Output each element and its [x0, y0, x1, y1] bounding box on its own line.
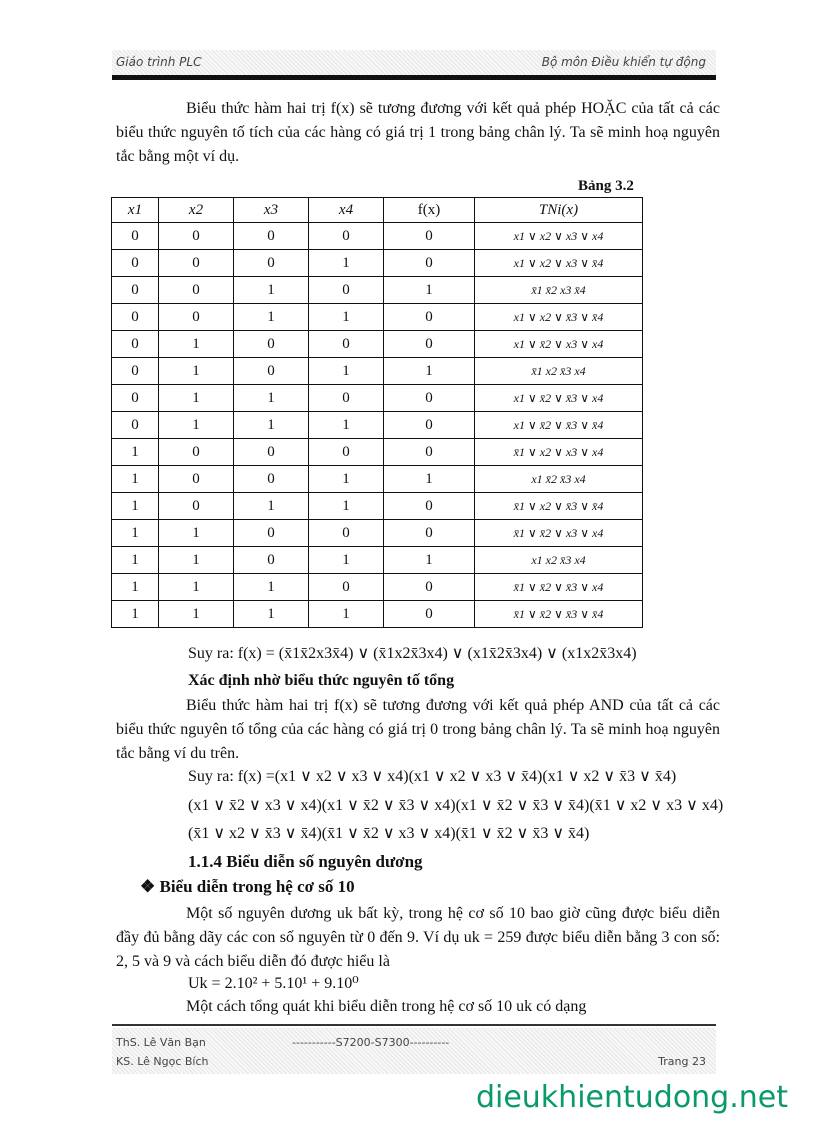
table-caption: Bảng 3.2	[578, 178, 634, 194]
last-line: Một cách tổng quát khi biểu diễn trong hệ cơ số 10 uk có dạng	[186, 998, 587, 1015]
table-cell: 1	[159, 547, 234, 574]
footer-rule	[112, 1024, 716, 1026]
base10-paragraph: Một số nguyên dương uk bất kỳ, trong hệ cơ số 10 bao giờ cũng được biểu diễn đầy đủ bằng dãy các con số nguyên từ 0 đến 9. Ví dụ uk = 259 được biểu diễn bằng 3 con số: 2, 5 và 9 và cách biểu diễn đó được hiểu là	[116, 905, 720, 970]
table-cell: 1	[309, 547, 384, 574]
table-cell: 1	[159, 385, 234, 412]
table-cell-expression: x1 x2 x̄3 x4	[475, 547, 643, 574]
table-row	[112, 304, 643, 331]
table-row	[112, 358, 643, 385]
footer-author-1: ThS. Lê Văn Bạn	[116, 1036, 206, 1049]
header-left: Giáo trình PLC	[116, 55, 202, 69]
table-cell: 0	[309, 439, 384, 466]
table-cell: 0	[159, 466, 234, 493]
section-heading: Xác định nhờ biểu thức nguyên tố tổng	[188, 672, 455, 689]
suy-ra-pos-line-1: Suy ra: f(x) =(x1 ∨ x2 ∨ x3 ∨ x4)(x1 ∨ x2 ∨ x3 ∨ x̄4)(x1 ∨ x2 ∨ x̄3 ∨ x̄4)	[188, 768, 677, 785]
table-cell: 0	[384, 574, 475, 601]
header-cell: f(x)	[384, 198, 475, 223]
table-row	[112, 385, 643, 412]
table-cell: 0	[112, 277, 159, 304]
table-cell: 1	[384, 277, 475, 304]
table-header-row	[112, 198, 643, 223]
table-cell: 1	[159, 601, 234, 628]
diamond-bullet-icon: ❖	[140, 877, 156, 896]
table-cell: 0	[234, 223, 309, 250]
table-row	[112, 439, 643, 466]
table-cell-expression: x̄1 ∨ x̄2 ∨ x̄3 ∨ x4	[475, 574, 643, 601]
table-cell: 1	[112, 493, 159, 520]
table-cell: 1	[159, 520, 234, 547]
table-row	[112, 412, 643, 439]
table-row	[112, 277, 643, 304]
table-cell: 1	[159, 412, 234, 439]
table-cell: 1	[112, 601, 159, 628]
table-cell: 0	[309, 574, 384, 601]
table-cell-expression: x1 ∨ x̄2 ∨ x3 ∨ x4	[475, 331, 643, 358]
watermark[interactable]: dieukhientudong.net	[475, 1080, 788, 1115]
table-cell: 0	[309, 331, 384, 358]
table-cell: 0	[159, 223, 234, 250]
header-rule	[112, 75, 716, 80]
table-cell: 1	[159, 574, 234, 601]
table-cell: 1	[234, 277, 309, 304]
table-cell: 0	[384, 493, 475, 520]
table-cell: 0	[112, 358, 159, 385]
table-cell: 1	[159, 358, 234, 385]
table-cell: 0	[384, 385, 475, 412]
table-cell: 1	[234, 412, 309, 439]
table-cell: 0	[112, 331, 159, 358]
table-cell: 0	[159, 493, 234, 520]
table-cell: 1	[384, 358, 475, 385]
table-cell: 1	[234, 574, 309, 601]
table-row	[112, 520, 643, 547]
table-cell: 0	[112, 304, 159, 331]
table-cell: 0	[384, 439, 475, 466]
suy-ra-sop: Suy ra: f(x) = (x̄1x̄2x3x̄4) ∨ (x̄1x2x̄3x4) ∨ (x1x̄2x̄3x4) ∨ (x1x2x̄3x4)	[188, 645, 637, 662]
table-cell: 0	[309, 385, 384, 412]
table-row	[112, 250, 643, 277]
bullet-heading	[140, 876, 355, 898]
table-cell: 0	[112, 223, 159, 250]
table-cell: 0	[112, 412, 159, 439]
table-cell-expression: x̄1 x2 x̄3 x4	[475, 358, 643, 385]
table-cell: 0	[384, 412, 475, 439]
table-cell: 1	[234, 601, 309, 628]
table-cell: 0	[384, 304, 475, 331]
table-cell: 1	[384, 466, 475, 493]
table-cell-expression: x̄1 ∨ x̄2 ∨ x̄3 ∨ x̄4	[475, 601, 643, 628]
table-cell-expression: x̄1 x̄2 x3 x̄4	[475, 277, 643, 304]
table-cell: 0	[234, 250, 309, 277]
table-row	[112, 601, 643, 628]
table-cell: 0	[234, 331, 309, 358]
table-cell: 0	[234, 520, 309, 547]
table-cell: 0	[159, 439, 234, 466]
table-cell: 0	[234, 547, 309, 574]
table-cell: 0	[234, 439, 309, 466]
header-cell: x4	[309, 198, 384, 223]
table-cell: 1	[112, 520, 159, 547]
table-cell: 0	[159, 277, 234, 304]
table-row	[112, 331, 643, 358]
table-cell: 1	[309, 358, 384, 385]
footer-center: -----------S7200-S7300----------	[292, 1036, 450, 1049]
table-cell: 1	[309, 493, 384, 520]
table-cell: 1	[384, 547, 475, 574]
header-cell: x1	[112, 198, 159, 223]
table-cell: 1	[234, 385, 309, 412]
table-cell-expression: x1 ∨ x2 ∨ x3 ∨ x̄4	[475, 250, 643, 277]
table-cell-expression: x1 ∨ x2 ∨ x3 ∨ x4	[475, 223, 643, 250]
header-cell: TNi(x)	[475, 198, 643, 223]
table-cell-expression: x1 ∨ x2 ∨ x̄3 ∨ x̄4	[475, 304, 643, 331]
intro-paragraph: Biểu thức hàm hai trị f(x) sẽ tương đương với kết quả phép HOẶC của tất cả các biểu thức nguyên tố tích của các hàng có giá trị 1 trong bảng chân lý. Ta sẽ minh hoạ nguyên tắc bằng một ví dụ.	[116, 100, 720, 165]
table-cell: 1	[112, 466, 159, 493]
header-cell: x3	[234, 198, 309, 223]
suy-ra-pos-line-2: (x1 ∨ x̄2 ∨ x3 ∨ x4)(x1 ∨ x̄2 ∨ x̄3 ∨ x4)(x1 ∨ x̄2 ∨ x̄3 ∨ x̄4)(x̄1 ∨ x2 ∨ x3 ∨ x4)	[188, 797, 724, 814]
formula: Uk = 2.10² + 5.10¹ + 9.10⁰	[188, 975, 359, 992]
table-cell: 0	[384, 250, 475, 277]
table-cell: 1	[309, 304, 384, 331]
table-cell: 1	[159, 331, 234, 358]
table-cell: 0	[384, 331, 475, 358]
and-paragraph: Biểu thức hàm hai trị f(x) sẽ tương đương với kết quả phép AND của tất cả các biểu thức nguyên tố tổng của các hàng có giá trị 0 trong bảng chân lý. Ta sẽ minh hoạ nguyên tắc bằng ví du trên.	[116, 697, 720, 762]
table-cell: 0	[159, 304, 234, 331]
table-cell-expression: x1 ∨ x̄2 ∨ x̄3 ∨ x4	[475, 385, 643, 412]
header-right: Bộ môn Điều khiển tự động	[541, 55, 706, 69]
table-cell: 0	[384, 601, 475, 628]
table-cell: 1	[112, 439, 159, 466]
table-cell: 1	[234, 304, 309, 331]
table-row	[112, 493, 643, 520]
table-cell: 0	[159, 250, 234, 277]
subsection-heading: 1.1.4 Biểu diễn số nguyên dương	[188, 852, 423, 871]
table-cell: 0	[112, 250, 159, 277]
table-cell: 0	[384, 223, 475, 250]
table-cell: 1	[309, 250, 384, 277]
table-cell: 0	[384, 520, 475, 547]
table-body	[112, 223, 643, 628]
table-cell: 1	[112, 574, 159, 601]
table-cell: 1	[309, 412, 384, 439]
table-cell-expression: x̄1 ∨ x2 ∨ x̄3 ∨ x̄4	[475, 493, 643, 520]
table-cell: 1	[309, 466, 384, 493]
table-cell-expression: x1 ∨ x̄2 ∨ x̄3 ∨ x̄4	[475, 412, 643, 439]
page-number: Trang 23	[658, 1055, 706, 1068]
table-cell: 0	[309, 223, 384, 250]
table-cell: 1	[112, 547, 159, 574]
suy-ra-pos-line-3: (x̄1 ∨ x2 ∨ x̄3 ∨ x̄4)(x̄1 ∨ x̄2 ∨ x3 ∨ x4)(x̄1 ∨ x̄2 ∨ x̄3 ∨ x̄4)	[188, 825, 590, 842]
footer-author-2: KS. Lê Ngọc Bích	[116, 1055, 209, 1068]
header-cell: x2	[159, 198, 234, 223]
table-cell: 0	[309, 277, 384, 304]
table-row	[112, 547, 643, 574]
table-cell: 0	[112, 385, 159, 412]
table-cell-expression: x̄1 ∨ x2 ∨ x3 ∨ x4	[475, 439, 643, 466]
bullet-text: Biểu diễn trong hệ cơ số 10	[159, 877, 355, 896]
table-cell-expression: x̄1 ∨ x̄2 ∨ x3 ∨ x4	[475, 520, 643, 547]
table-cell: 0	[234, 466, 309, 493]
table-cell: 0	[234, 358, 309, 385]
table-cell: 1	[309, 601, 384, 628]
truth-table	[111, 197, 643, 628]
table-row	[112, 223, 643, 250]
table-cell-expression: x1 x̄2 x̄3 x4	[475, 466, 643, 493]
table-row	[112, 466, 643, 493]
table-cell: 0	[309, 520, 384, 547]
table-cell: 1	[234, 493, 309, 520]
table-row	[112, 574, 643, 601]
